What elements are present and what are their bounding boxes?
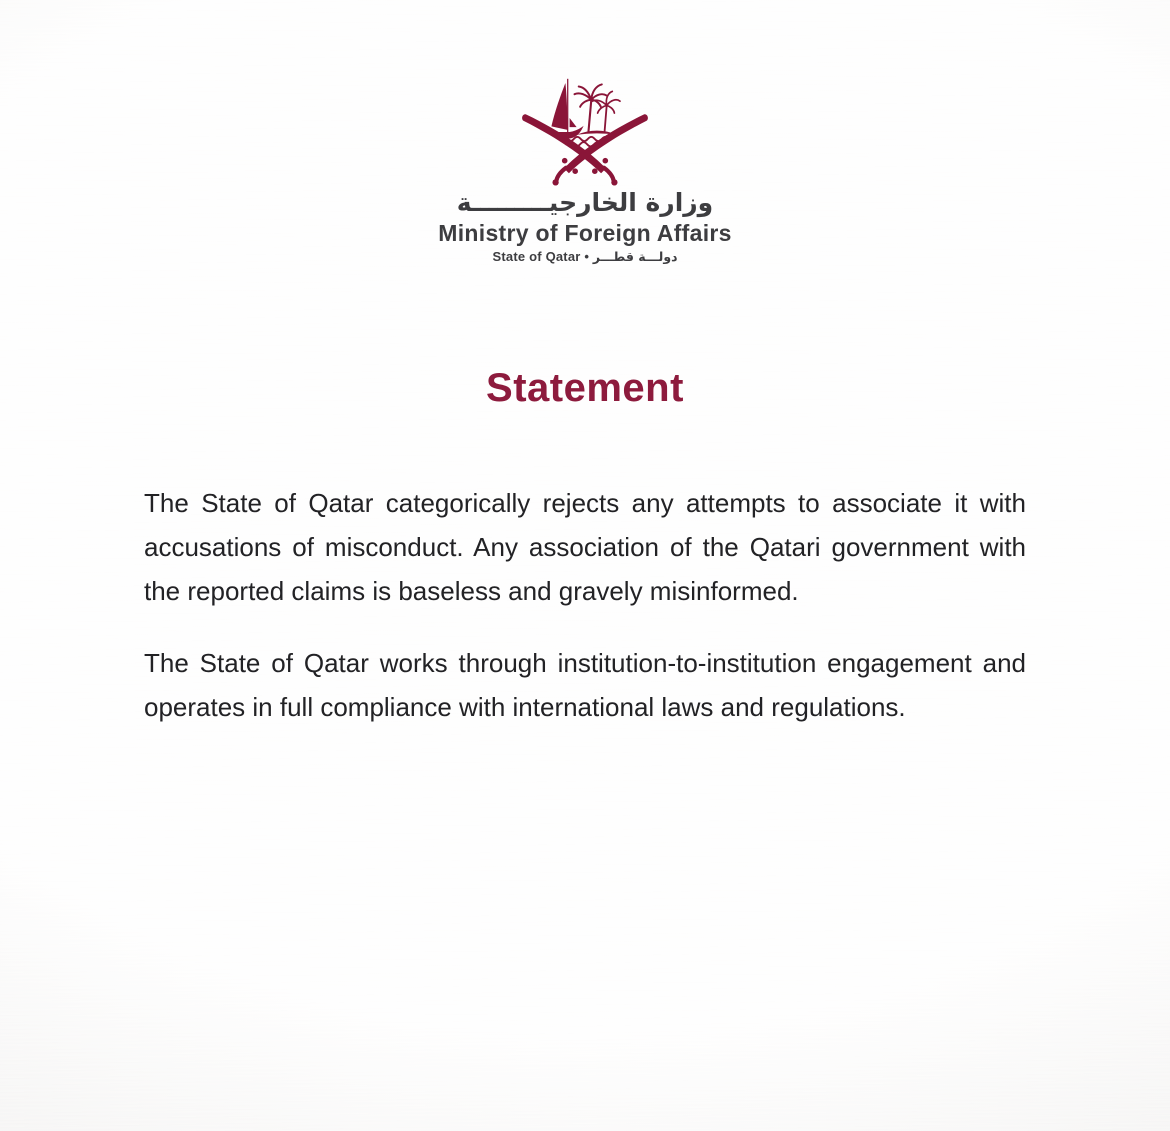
statement-paragraph-2: The State of Qatar works through institution-to-institution engagement and operates in full compliance with international laws and regulations. xyxy=(144,648,1026,722)
statement-heading: Statement xyxy=(486,366,684,410)
ministry-arabic-title: وزارة الخارجيـــــــــة xyxy=(456,188,714,217)
statement-paragraph-1: The State of Qatar categorically rejects any attempts to associate it with accusations of misconduct. Any association of the Qatari government with the reported claims is baseless and gravely misinformed. xyxy=(144,488,1026,606)
ministry-logo xyxy=(438,62,732,264)
qatar-emblem-icon xyxy=(515,62,655,188)
ministry-english-title: Ministry of Foreign Affairs xyxy=(438,220,732,246)
state-of-qatar-line xyxy=(492,249,677,264)
statement-body xyxy=(144,481,1026,729)
state-of-qatar-english: State of Qatar xyxy=(492,249,581,264)
state-of-qatar-arabic: دولـــة قطـــر xyxy=(592,249,678,264)
state-line-separator: • xyxy=(584,249,590,264)
